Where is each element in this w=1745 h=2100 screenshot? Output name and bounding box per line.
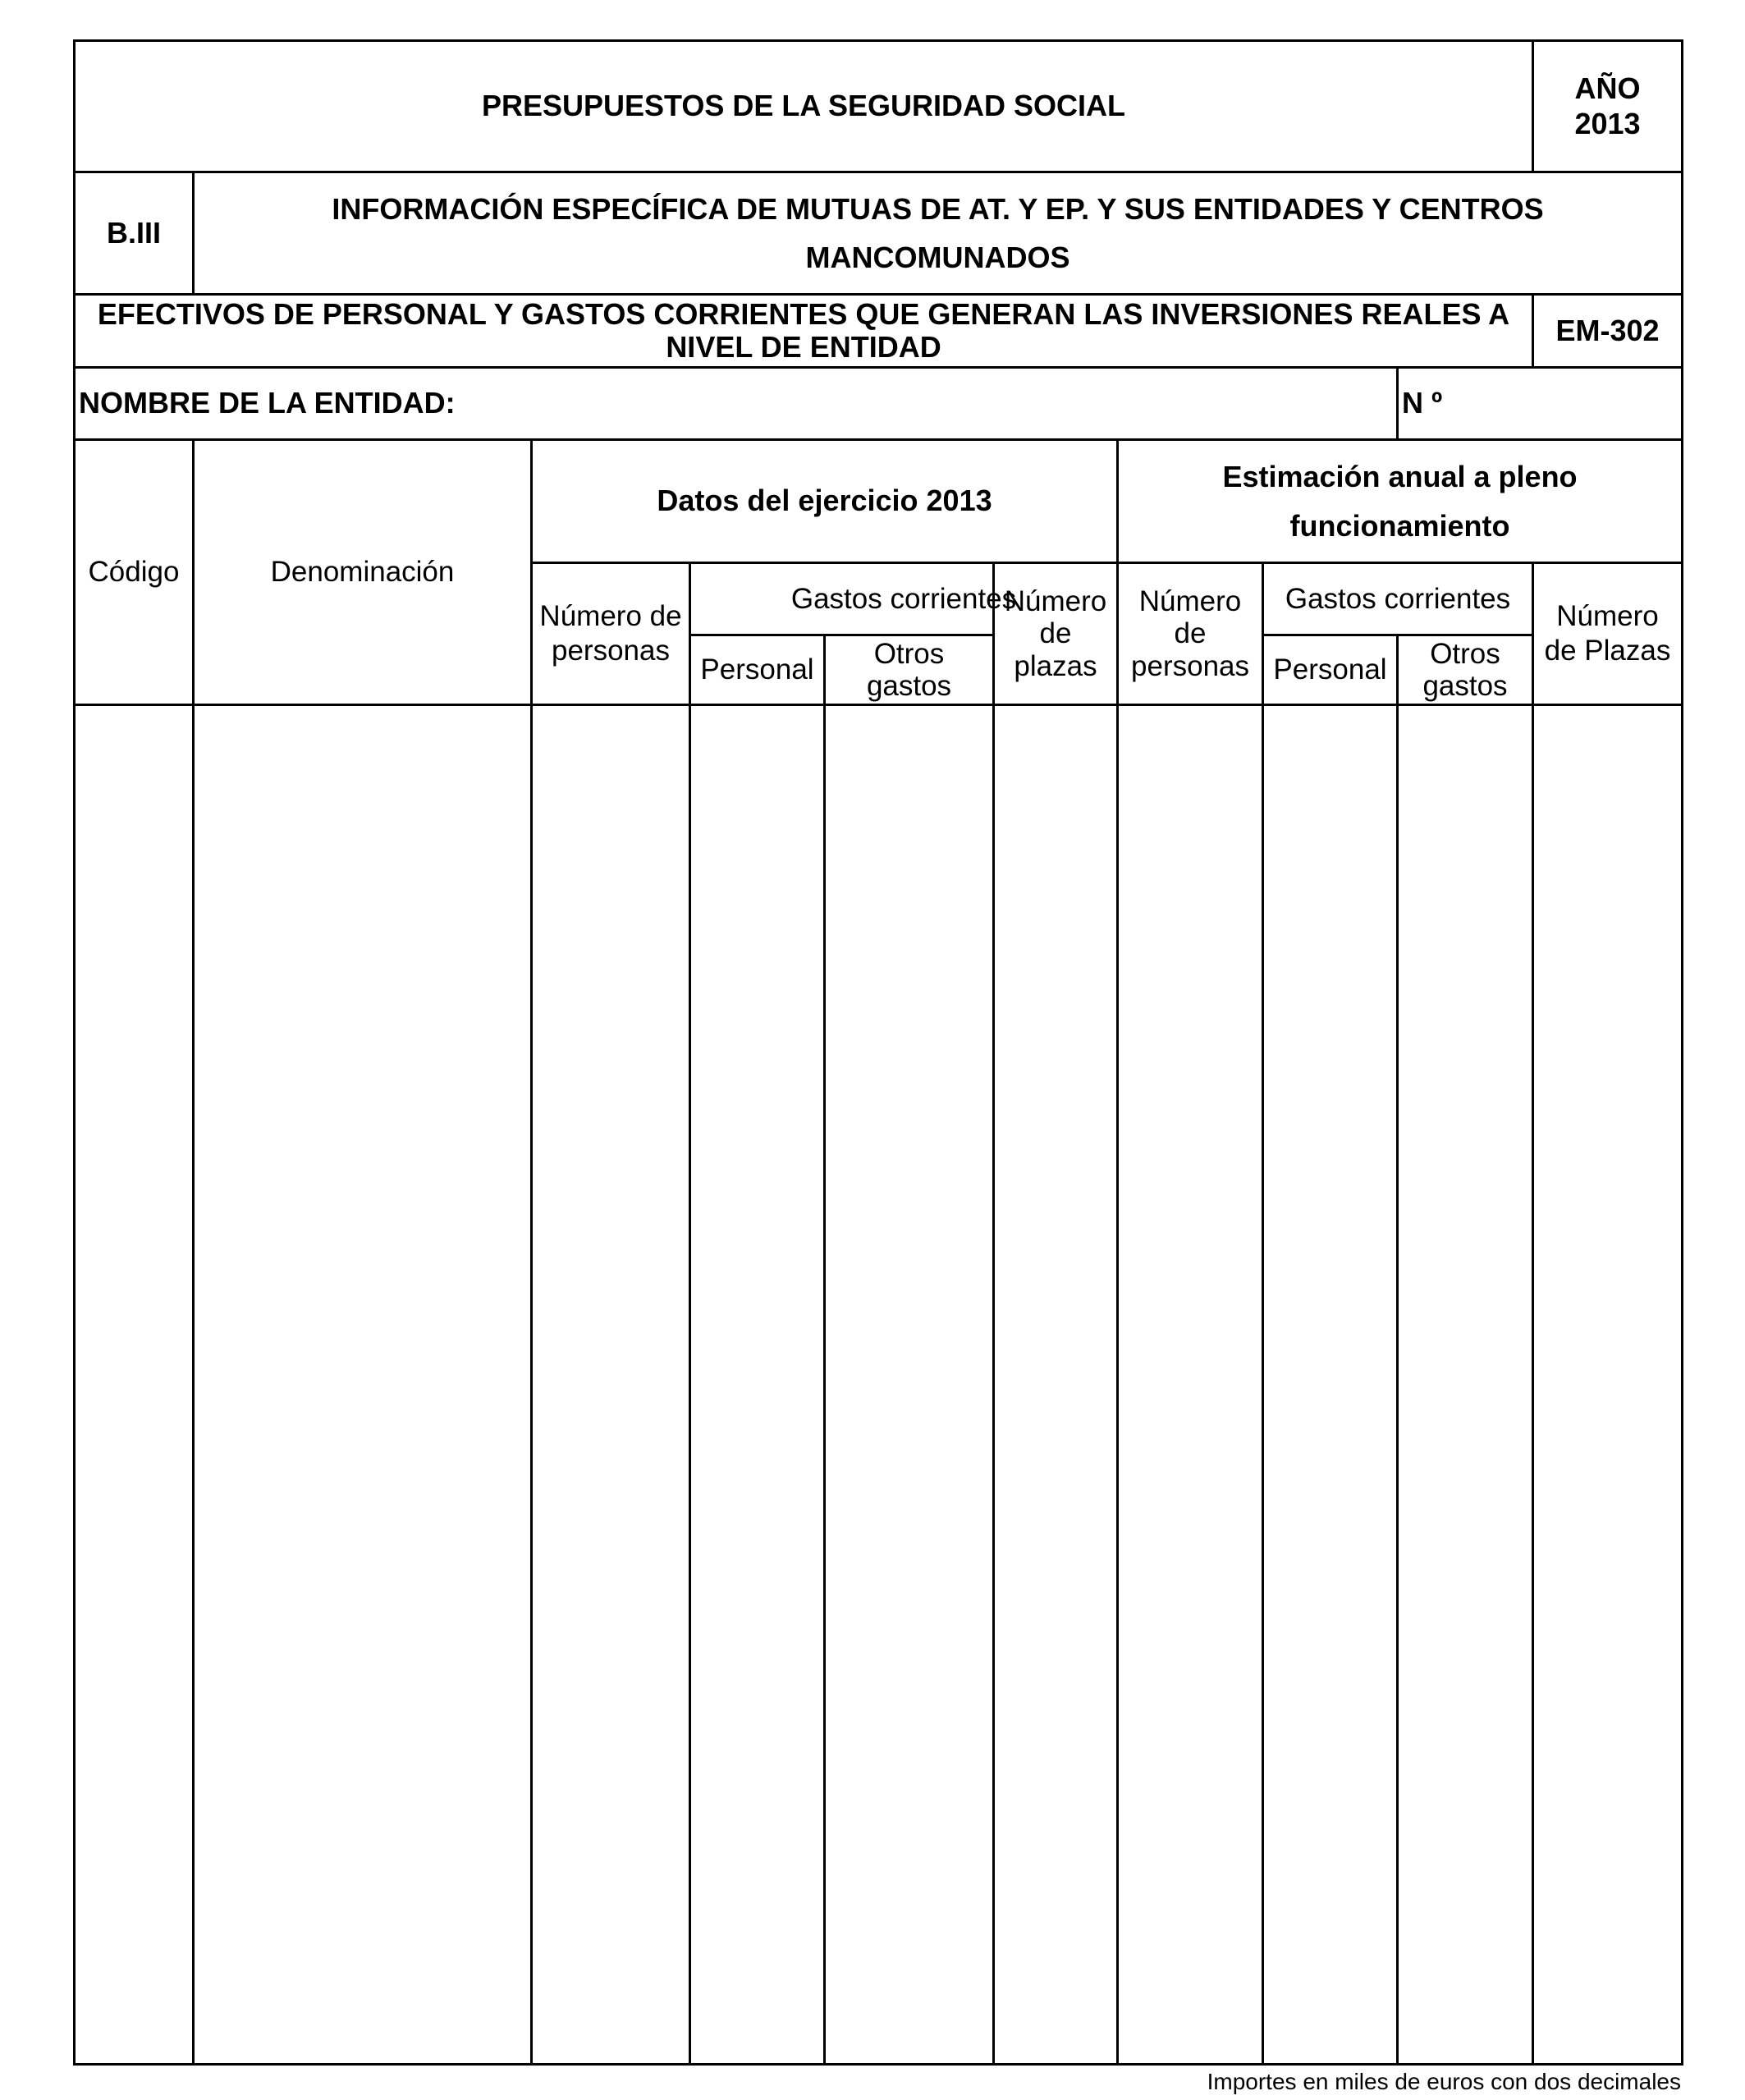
col-header-codigo: Código: [88, 556, 180, 588]
divider-line: [1396, 366, 1399, 439]
col-header-numero-personas-estimacion: Número de personas: [1131, 585, 1249, 682]
group-header-datos: Datos del ejercicio 2013: [657, 484, 992, 518]
group-header-gastos-corrientes: Gastos corrientes: [790, 582, 1017, 615]
page-title: PRESUPUESTOS DE LA SEGURIDAD SOCIAL: [481, 89, 1126, 123]
entity-number-field[interactable]: N º: [1402, 386, 1443, 420]
form-code: EM-302: [1555, 313, 1660, 347]
col-header-numero-plazas: Número de plazas: [1004, 585, 1107, 682]
section-code: B.III: [106, 215, 161, 250]
col-header-otros-gastos: Otros gastos: [866, 637, 952, 702]
year-label: AÑO: [1574, 71, 1641, 106]
group-header-estimacion: Estimación anual a pleno funcionamiento: [1222, 460, 1578, 543]
entity-name-field[interactable]: NOMBRE DE LA ENTIDAD:: [79, 386, 456, 420]
col-header-personal: Personal: [700, 653, 814, 685]
col-header-otros-gastos-estimacion: Otros gastos: [1422, 637, 1508, 702]
year-cell: [1534, 42, 1681, 171]
col-header-personal-estimacion: Personal: [1273, 653, 1387, 685]
form-title: EFECTIVOS DE PERSONAL Y GASTOS CORRIENTES QUE GENERAN LAS INVERSIONES REALES A NIVEL DE ENTIDAD: [97, 296, 1510, 364]
section-title: INFORMACIÓN ESPECÍFICA DE MUTUAS DE AT. Y EP. Y SUS ENTIDADES Y CENTROS MANCOMUNADOS: [332, 191, 1544, 274]
footer-note: Importes en miles de euros con dos decimales: [1207, 2069, 1681, 2094]
col-header-numero-plazas-estimacion: Número de Plazas: [1544, 600, 1671, 667]
year-value: 2013: [1574, 106, 1641, 140]
col-header-numero-personas: Número de personas: [539, 600, 682, 667]
table-body[interactable]: [76, 706, 1681, 2063]
col-header-denominacion: Denominación: [270, 556, 455, 588]
group-header-gastos-corrientes-estimacion: Gastos corrientes: [1285, 582, 1511, 615]
